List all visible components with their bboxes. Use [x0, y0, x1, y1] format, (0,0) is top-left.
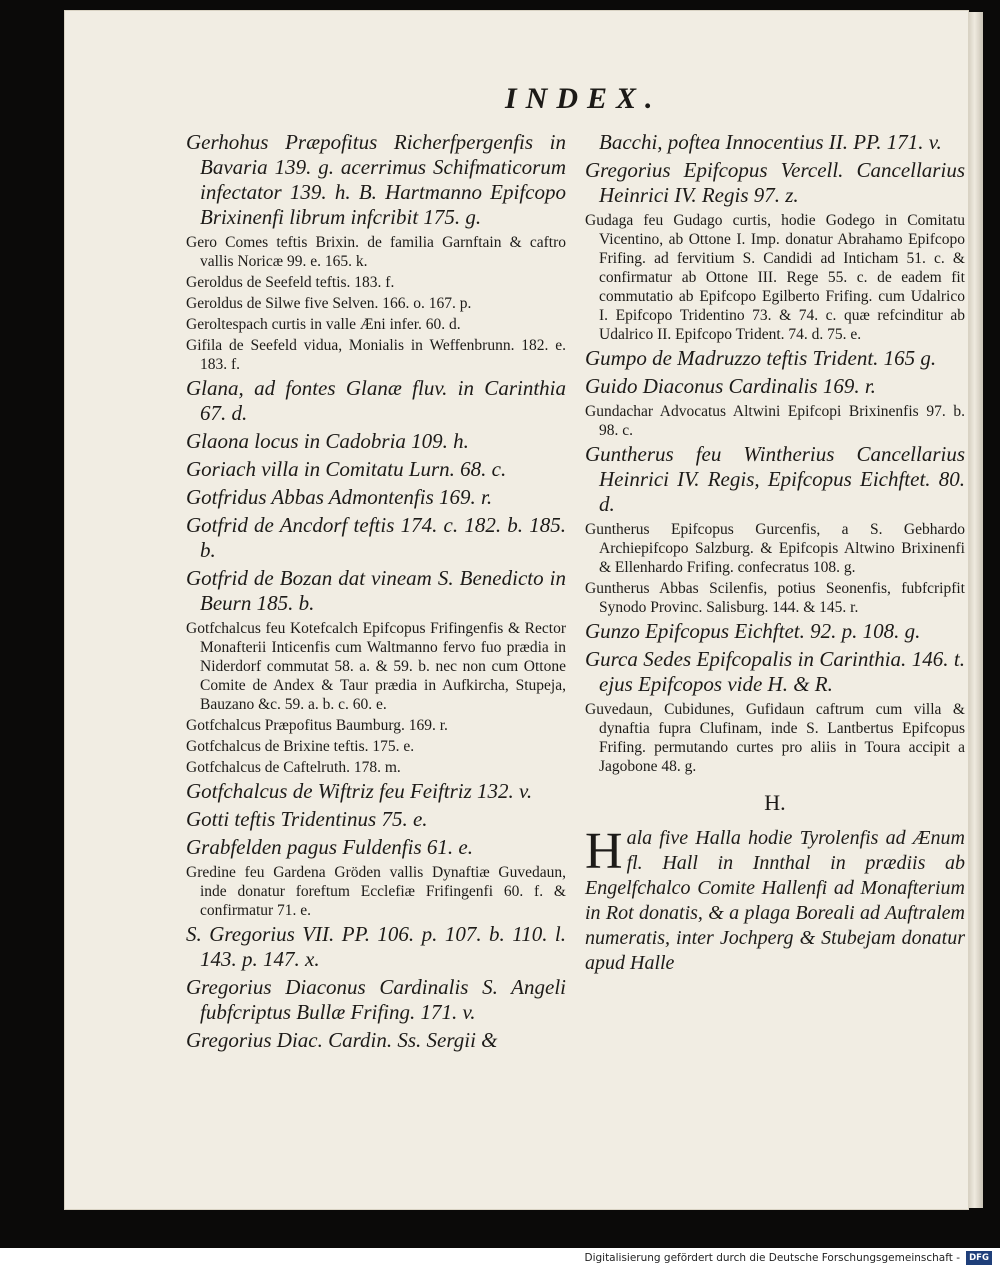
index-entry: Gotti teftis Tridentinus 75. e.: [186, 807, 428, 831]
index-entry: Glaona locus in Cadobria 109. h.: [186, 429, 469, 453]
index-entry: Guntherus Abbas Scilenfis, potius Seonenfis, fubfcripfit Synodo Provinc. Salisburg. 144. & 145. r.: [585, 580, 965, 616]
index-entry: Gotfchalcus feu Kotefcalch Epifcopus Frifingenfis & Rector Monafterii Inticenfis cum Waltmanno fervo fuo prædia in Niderdorf commutat 58. a. & 59. b. nec non cum Ottone Comite de Andex & Taur prædia in Aufkircha, Stupeja, Bauzano &c. 59. a. b. c. 60. e.: [186, 620, 566, 713]
index-entry: Guntherus Epifcopus Gurcenfis, a S. Gebhardo Archiepifcopo Salzburg. & Epifcopis Altwino Brixinenfi & Ellenhardo Frifing. confecratus 108. g.: [585, 521, 965, 576]
footer-credit: Digitalisierung gefördert durch die Deutsche Forschungsgemeinschaft -: [584, 1252, 960, 1264]
index-entry: Gotfridus Abbas Admontenfis 169. r.: [186, 485, 493, 509]
section-h-entry-text: ala five Halla hodie Tyrolenfis ad Ænum fl. Hall in Innthal in prædiis ab Engelfchalco Comite Hallenfi ad Monafterium in Rot donatis, & a plaga Boreali ad Auftralem numeratis, inter Jochperg & Stubejam donatur apud Halle: [585, 827, 965, 974]
index-entry: Geroldus de Silwe five Selven. 166. o. 167. p.: [186, 295, 472, 312]
drop-cap-letter: H: [585, 823, 623, 880]
section-heading-h: H.: [764, 790, 786, 815]
index-entry: Bacchi, poftea Innocentius II. PP. 171. v.: [599, 130, 942, 154]
index-entry: Guvedaun, Cubidunes, Gufidaun caftrum cum villa & dynaftia fupra Clufinam, inde S. Lantbertus Epifcopus Frifing. permutando curtes pro aliis in Toura accipit a Jagobone 48. g.: [585, 701, 965, 775]
index-entry: Geroldus de Seefeld teftis. 183. f.: [186, 274, 395, 291]
footer-bar: [0, 1248, 1000, 1270]
page-title: INDEX.: [505, 82, 662, 115]
index-entry: Geroltespach curtis in valle Æni infer. 60. d.: [186, 316, 461, 333]
index-column-right: [585, 130, 965, 976]
index-entry: Gredine feu Gardena Gröden vallis Dynaftiæ Guvedaun, inde donatur foreftum Ecclefiæ Frifingenfi 60. f. & confirmatur 71. e.: [186, 864, 566, 919]
section-h-entry: [585, 823, 965, 976]
index-entry: Gregorius Diac. Cardin. Ss. Sergii &: [186, 1028, 498, 1052]
index-entry: Gotfchalcus de Wiftriz feu Feiftriz 132. v.: [186, 779, 533, 803]
index-entry: Gunzo Epifcopus Eichftet. 92. p. 108. g.: [585, 619, 921, 643]
index-entry: Gundachar Advocatus Altwini Epifcopi Brixinenfis 97. b. 98. c.: [585, 403, 965, 439]
index-entry: Gudaga feu Gudago curtis, hodie Godego in Comitatu Vicentino, ab Ottone I. Imp. donatur Abrahamo Epifcopo Frifing. ad fervitium S. Candidi ad Inticham 51. c. & confirmatur ab Ottone III. Rege 55. c. de eadem fit commutatio ab Epifcopo Egilberto Frifing. cum Udalrico I. Epifcopo Tridentino 73. & 74. c. quæ refcinditur ab Udalrico II. Epifcopo Trident. 74. d. 75. e.: [585, 212, 965, 343]
index-entry: Gero Comes teftis Brixin. de familia Garnftain & caftro vallis Noricæ 99. e. 165. k.: [186, 234, 566, 270]
index-entry: Gerhohus Præpofitus Richerfpergenfis in Bavaria 139. g. acerrimus Schifmaticorum infectator 139. h. B. Hartmanno Epifcopo Brixinenfi librum infcribit 175. g.: [186, 130, 566, 229]
index-entry: Gregorius Epifcopus Vercell. Cancellarius Heinrici IV. Regis 97. z.: [585, 158, 965, 207]
index-entry: Gifila de Seefeld vidua, Monialis in Weffenbrunn. 182. e. 183. f.: [186, 337, 566, 373]
index-entry: Gotfchalcus Præpofitus Baumburg. 169. r.: [186, 717, 448, 734]
index-entry: Gurca Sedes Epifcopalis in Carinthia. 146. t. ejus Epifcopos vide H. & R.: [585, 647, 965, 696]
index-column-left: [186, 130, 566, 1056]
index-entry: Gregorius Diaconus Cardinalis S. Angeli fubfcriptus Bullæ Frifing. 171. v.: [186, 975, 566, 1024]
index-entry: Gotfchalcus de Brixine teftis. 175. e.: [186, 738, 415, 755]
index-entry: Gumpo de Madruzzo teftis Trident. 165 g.: [585, 346, 937, 370]
index-entry: Guido Diaconus Cardinalis 169. r.: [585, 374, 876, 398]
index-entry: Grabfelden pagus Fuldenfis 61. e.: [186, 835, 473, 859]
dfg-logo-icon: DFG: [966, 1251, 992, 1265]
index-entry: S. Gregorius VII. PP. 106. p. 107. b. 110. l. 143. p. 147. x.: [186, 922, 566, 971]
right-entries: [585, 130, 965, 776]
index-entry: Glana, ad fontes Glanæ fluv. in Carinthia 67. d.: [186, 376, 566, 425]
page-edge: [969, 12, 983, 1208]
index-entry: Goriach villa in Comitatu Lurn. 68. c.: [186, 457, 507, 481]
index-entry: Gotfchalcus de Caftelruth. 178. m.: [186, 759, 401, 776]
index-entry: Gotfrid de Bozan dat vineam S. Benedicto in Beurn 185. b.: [186, 566, 566, 615]
index-entry: Guntherus feu Wintherius Cancellarius Heinrici IV. Regis, Epifcopus Eichftet. 80. d.: [585, 442, 965, 516]
index-entry: Gotfrid de Ancdorf teftis 174. c. 182. b. 185. b.: [186, 513, 566, 562]
